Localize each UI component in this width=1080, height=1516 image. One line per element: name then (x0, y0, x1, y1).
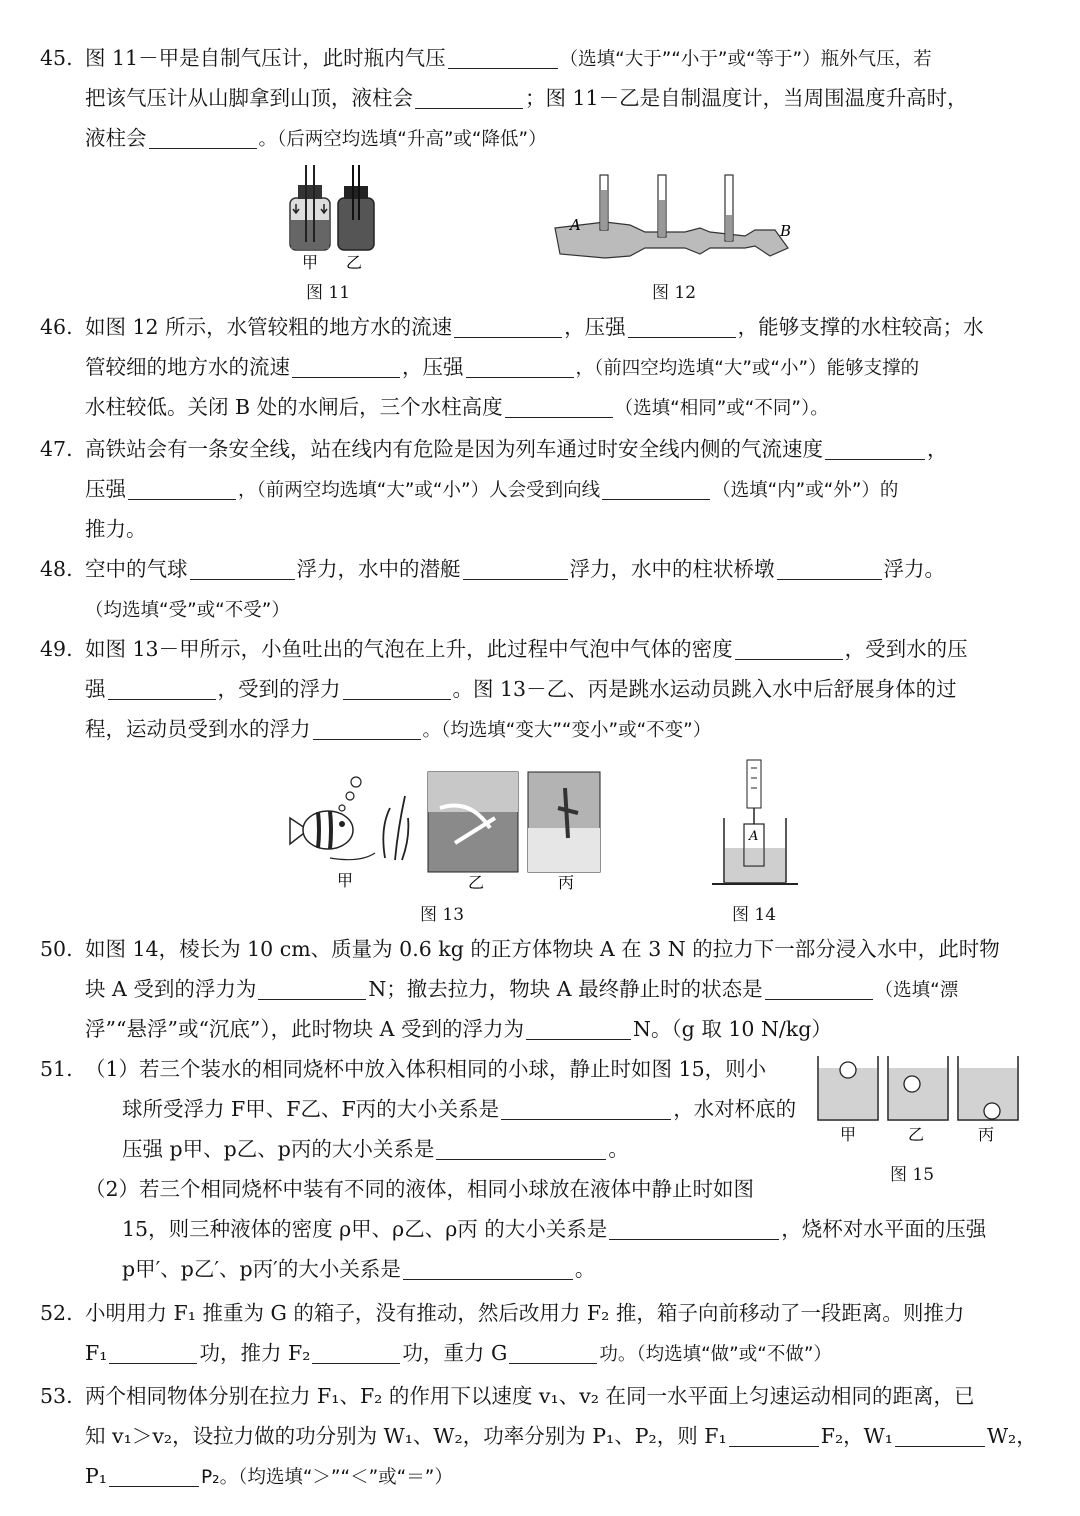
text: 浮力，水中的柱状桥墩 (569, 557, 775, 581)
text: F₂，W₁ (820, 1424, 893, 1448)
text: 管较细的地方水的流速 (85, 355, 290, 379)
text: 空中的气球 (85, 557, 188, 581)
answer-blank[interactable] (109, 1464, 199, 1487)
text: ，受到的浮力 (217, 677, 341, 701)
text: N。（g 取 10 N/kg） (633, 1017, 832, 1041)
question-47 (40, 429, 1040, 549)
question-number: 49. (40, 637, 73, 661)
figure-12-label-a: A (570, 216, 581, 234)
figure-13-caption: 图 13 (420, 905, 465, 925)
text: ，烧杯对水平面的压强 (781, 1217, 987, 1241)
text: 功，重力 G (402, 1341, 508, 1365)
figure-14-label-a: A (749, 829, 759, 844)
text: 高铁站会有一条安全线，站在线内有危险是因为列车通过时安全线内侧的气流速度 (85, 437, 823, 461)
answer-blank[interactable] (526, 1017, 631, 1040)
text: P₁ (85, 1464, 108, 1488)
text: P₂。（均选填“＞”“＜”或“＝”） (201, 1467, 453, 1488)
answer-blank[interactable] (505, 395, 613, 418)
text: 图 11－甲是自制气压计，此时瓶内气压 (85, 46, 446, 70)
question-48 (40, 549, 1040, 629)
text: 浮力，水中的潜艇 (296, 557, 461, 581)
answer-blank[interactable] (509, 1341, 597, 1364)
figure-12-water-pipe (550, 170, 800, 270)
text: （选填“相同”或“不同”）。 (614, 398, 829, 419)
question-number: 51. (40, 1057, 73, 1081)
answer-blank[interactable] (403, 1257, 573, 1280)
text: 强 (85, 677, 106, 701)
text: 。（均选填“变大”“变小”或“不变”） (422, 720, 712, 741)
text: 小明用力 F₁ 推重为 G 的箱子，没有推动，然后改用力 F₂ 推，箱子向前移动了一段距离。则推力 (85, 1301, 965, 1325)
answer-blank[interactable] (108, 677, 216, 700)
answer-blank[interactable] (415, 86, 523, 109)
figure-15-label-jia: 甲 (840, 1125, 857, 1144)
text: ，能够支撑的水柱较高；水 (737, 315, 984, 339)
fish-drawing (290, 777, 408, 860)
figure-12-label-b: B (780, 222, 792, 240)
figure-15-three-beakers (812, 1052, 1030, 1144)
text: （1）若三个装水的相同烧杯中放入体积相同的小球，静止时如图 15，则小 (85, 1057, 767, 1081)
text: p甲′、p乙′、p丙′的大小关系是 (122, 1257, 401, 1281)
figure-13-fish-and-divers (280, 768, 610, 896)
text: 浮力。 (883, 557, 945, 581)
text: （2）若三个相同烧杯中装有不同的液体，相同小球放在液体中静止时如图 (85, 1177, 755, 1201)
answer-blank[interactable] (463, 557, 568, 580)
text: （均选填“受”或“不受”） (85, 600, 290, 621)
figure-11-label-jia: 甲 (302, 253, 319, 272)
text: ，压强 (564, 315, 626, 339)
text: 如图 14，棱长为 10 cm、质量为 0.6 kg 的正方体物块 A 在 3 N 的拉力下一部分浸入水中，此时物 (85, 937, 1000, 961)
text: 。（后两空均选填“升高”或“降低”） (258, 129, 547, 150)
answer-blank[interactable] (149, 126, 257, 149)
figure-11-caption: 图 11 (306, 283, 351, 303)
answer-blank[interactable] (501, 1097, 671, 1120)
answer-blank[interactable] (765, 977, 873, 1000)
text: 程，运动员受到水的浮力 (85, 717, 311, 741)
answer-blank[interactable] (312, 1341, 400, 1364)
text: 。 (574, 1257, 596, 1281)
text: ，受到水的压 (844, 637, 968, 661)
question-52 (40, 1293, 1040, 1373)
figure-13-label-yi: 乙 (468, 873, 485, 892)
answer-blank[interactable] (343, 677, 451, 700)
text: 知 v₁＞v₂，设拉力做的功分别为 W₁、W₂，功率分别为 P₁、P₂，则 F₁ (85, 1424, 727, 1448)
text: 块 A 受到的浮力为 (85, 977, 257, 1001)
question-number: 52. (40, 1301, 73, 1325)
figure-13-label-jia: 甲 (337, 871, 354, 890)
figure-15-label-yi: 乙 (908, 1125, 925, 1144)
text: 压强 p甲、p乙、p丙的大小关系是 (122, 1137, 435, 1161)
question-46 (40, 307, 1040, 427)
figure-15-caption: 图 15 (890, 1165, 935, 1185)
text: 。图 13－乙、丙是跳水运动员跳入水中后舒展身体的过 (452, 677, 957, 701)
text: ，水对杯底的 (673, 1097, 797, 1121)
answer-blank[interactable] (602, 477, 710, 500)
figure-13-label-bing: 丙 (558, 873, 575, 892)
text: 浮”“悬浮”或“沉底”），此时物块 A 受到的浮力为 (85, 1017, 524, 1041)
question-53 (40, 1376, 1040, 1496)
answer-blank[interactable] (735, 637, 843, 660)
text: 15，则三种液体的密度 ρ甲、ρ乙、ρ丙 的大小关系是 (122, 1217, 608, 1241)
question-49 (40, 629, 1040, 749)
answer-blank[interactable] (109, 1341, 197, 1364)
figure-14-block-in-water (710, 758, 800, 888)
text: 压强 (85, 477, 126, 501)
text: 功，推力 F₂ (199, 1341, 311, 1365)
answer-blank[interactable] (777, 557, 882, 580)
answer-blank[interactable] (729, 1424, 819, 1447)
text: ， (927, 437, 948, 461)
text: 推力。 (85, 517, 147, 541)
answer-blank[interactable] (454, 315, 562, 338)
text: （选填“漂 (874, 980, 959, 1001)
answer-blank[interactable] (128, 477, 236, 500)
text: （选填“大于”“小于”或“等于”）瓶外气压，若 (559, 49, 932, 70)
answer-blank[interactable] (609, 1217, 779, 1240)
text: 。 (608, 1137, 629, 1161)
question-number: 45. (40, 46, 73, 70)
answer-blank[interactable] (258, 977, 366, 1000)
text: 把该气压计从山脚拿到山顶，液柱会 (85, 86, 413, 110)
answer-blank[interactable] (628, 315, 736, 338)
question-number: 53. (40, 1384, 73, 1408)
text: ；图 11－乙是自制温度计，当周围温度升高时， (525, 86, 968, 110)
answer-blank[interactable] (292, 355, 400, 378)
question-45 (40, 38, 1040, 158)
text: 水柱较低。关闭 B 处的水闸后，三个水柱高度 (85, 395, 503, 419)
text: 两个相同物体分别在拉力 F₁、F₂ 的作用下以速度 v₁、v₂ 在同一水平面上匀速运动相同的距离，已 (85, 1384, 975, 1408)
answer-blank[interactable] (466, 355, 574, 378)
answer-blank[interactable] (895, 1424, 985, 1447)
figure-14-caption: 图 14 (732, 905, 777, 925)
answer-blank[interactable] (190, 557, 295, 580)
answer-blank[interactable] (448, 46, 558, 69)
text: ，（前四空均选填“大”或“小”）能够支撑的 (575, 358, 920, 379)
question-50 (40, 929, 1040, 1049)
figure-12-caption: 图 12 (652, 283, 697, 303)
text: 如图 12 所示，水管较粗的地方水的流速 (85, 315, 453, 339)
text: 功。（均选填“做”或“不做”） (599, 1344, 832, 1365)
text: 液柱会 (85, 126, 147, 150)
text: ，压强 (402, 355, 464, 379)
answer-blank[interactable] (825, 437, 925, 460)
text: ，（前两空均选填“大”或“小”）人会受到向线 (238, 480, 601, 501)
text: 球所受浮力 F甲、F乙、F丙的大小关系是 (122, 1097, 500, 1121)
question-number: 50. (40, 937, 73, 961)
answer-blank[interactable] (436, 1137, 606, 1160)
question-number: 48. (40, 557, 73, 581)
text: N；撤去拉力，物块 A 最终静止时的状态是 (368, 977, 763, 1001)
answer-blank[interactable] (313, 717, 421, 740)
text: F₁ (85, 1341, 108, 1365)
text: W₂， (986, 1424, 1037, 1448)
question-number: 46. (40, 315, 73, 339)
figure-11-label-yi: 乙 (346, 253, 363, 272)
figure-15-label-bing: 丙 (978, 1125, 995, 1144)
text: 如图 13－甲所示，小鱼吐出的气泡在上升，此过程中气泡中气体的密度 (85, 637, 733, 661)
text: （选填“内”或“外”）的 (712, 480, 899, 501)
figure-11-barometer-thermometer (280, 160, 390, 280)
question-number: 47. (40, 437, 73, 461)
